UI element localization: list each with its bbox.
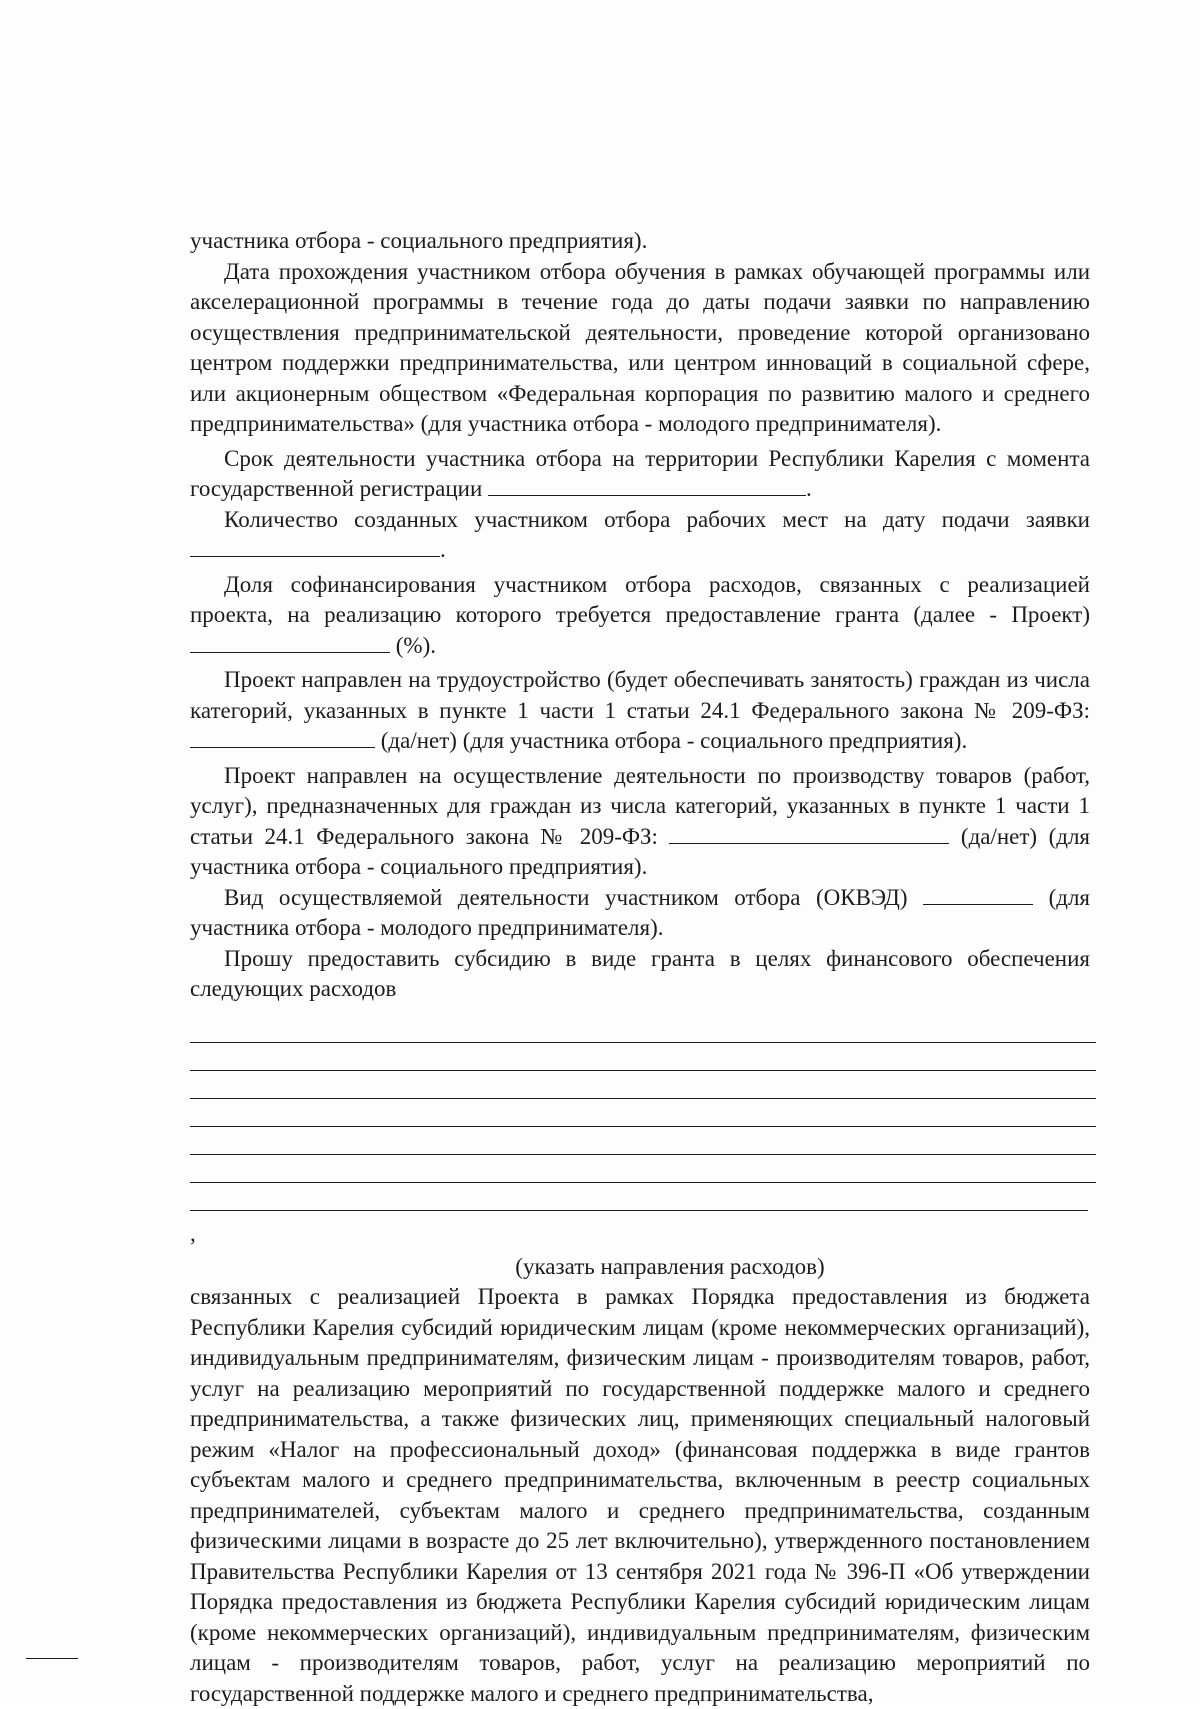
paragraph-employment bbox=[190, 665, 1090, 757]
jobs-created-text: Количество созданных участником отбора рабочих мест на дату подачи заявки bbox=[224, 506, 1090, 532]
expense-line[interactable] bbox=[190, 1015, 1096, 1043]
paragraph-cofinancing-share bbox=[190, 570, 1090, 662]
expense-line[interactable] bbox=[190, 1183, 1088, 1211]
expense-line[interactable] bbox=[190, 1043, 1096, 1071]
cofinancing-share-field[interactable] bbox=[190, 634, 390, 653]
footnote-separator bbox=[26, 1658, 78, 1659]
document-body bbox=[190, 226, 1090, 1709]
cofinancing-share-text: Доля софинансирования участником отбора расходов, связанных с реализацией проекта, на реализацию которого требуется предоставление гранта (далее - Проект) bbox=[190, 571, 1090, 627]
paragraph-continuation: участника отбора - социального предприятия). bbox=[190, 228, 648, 253]
employment-tail: (да/нет) (для участника отбора - социального предприятия). bbox=[380, 728, 968, 753]
okved-text: Вид осуществляемой деятельности участником отбора (ОКВЭД) bbox=[224, 884, 908, 910]
goods-production-tail: (да/нет) (для участника отбора - социального предприятия). bbox=[190, 823, 1090, 879]
expense-line[interactable] bbox=[190, 1099, 1096, 1127]
okved-tail: (для участника отбора - молодого предпринимателя). bbox=[190, 884, 1091, 940]
activity-term-text: Срок деятельности участника отбора на территории Республики Карелия с момента государственной регистрации bbox=[190, 445, 1090, 501]
expense-directions-lines bbox=[190, 1015, 1090, 1250]
paragraph-request: Прошу предоставить субсидию в виде гранта в целях финансового обеспечения следующих расходов bbox=[190, 945, 1090, 1001]
expense-line-last-row bbox=[190, 1183, 1090, 1250]
paragraph-okved bbox=[190, 883, 1090, 944]
paragraph-jobs-created: Количество созданных участником отбора рабочих мест на дату подачи заявки . bbox=[190, 505, 1090, 566]
paragraph-goods-production bbox=[190, 761, 1090, 883]
goods-production-text: Проект направлен на осуществление деятельности по производству товаров (работ, услуг), предназначенных для граждан из числа категорий, указанных в пункте 1 части 1 статьи 24.1 Федерального закона № 209-ФЗ: bbox=[190, 762, 1090, 849]
jobs-created-field[interactable] bbox=[190, 538, 440, 557]
goods-production-yes-no-field[interactable] bbox=[669, 825, 949, 844]
paragraph-activity-term: Срок деятельности участника отбора на территории Республики Карелия с момента государственной регистрации . bbox=[190, 445, 1090, 501]
expense-line[interactable] bbox=[190, 1127, 1096, 1155]
paragraph-procedure: связанных с реализацией Проекта в рамках Порядка предоставления из бюджета Республики Карелия субсидий юридическим лицам (кроме некоммерческих организаций), индивидуальным предпринимателям, физическим лицам - производителям товаров, работ, услуг на реализацию мероприятий по государственной поддержке малого и среднего предпринимательства, а также физических лиц, применяющих специальный налоговый режим «Налог на профессиональный доход» (финансовая поддержка в виде грантов субъектам малого и среднего предпринимательства, включенным в реестр социальных предпринимателей, субъектам малого и среднего предпринимательства, созданным физическими лицами в возрасте до 25 лет включительно), утвержденного постановлением Правительства Республики Карелия от 13 сентября 2021 года № 396-П «Об утверждении Порядка предоставления из бюджета Республики Карелия субсидий юридическим лицам (кроме некоммерческих организаций), индивидуальным предпринимателям, физическим лицам - производителям товаров, работ, услуг на реализацию мероприятий по государственной поддержке малого и среднего предпринимательства, bbox=[190, 1284, 1090, 1706]
expense-line[interactable] bbox=[190, 1155, 1096, 1183]
expense-directions-caption: (указать направления расходов) bbox=[515, 1253, 825, 1279]
expense-line[interactable] bbox=[190, 1071, 1096, 1099]
activity-term-field[interactable] bbox=[488, 477, 806, 496]
paragraph-training-date: Дата прохождения участником отбора обучения в рамках обучающей программы или акселерационной программы в течение года до даты подачи заявки по направлению осуществления предпринимательской деятельности, проведение которой организовано центром поддержки предпринимательства, или центром инноваций в социальной сфере, или акционерным обществом «Федеральная корпорация по развитию малого и среднего предпринимательства» (для участника отбора - молодого предпринимателя). bbox=[190, 258, 1090, 436]
expense-line-comma: , bbox=[190, 1221, 196, 1246]
employment-text: Проект направлен на трудоустройство (будет обеспечивать занятость) граждан из числа категорий, указанных в пункте 1 части 1 статьи 24.1 Федерального закона № 209-ФЗ: bbox=[190, 667, 1090, 723]
okved-field[interactable] bbox=[923, 886, 1033, 905]
employment-yes-no-field[interactable] bbox=[190, 729, 375, 748]
cofinancing-share-unit: (%). bbox=[395, 632, 436, 658]
